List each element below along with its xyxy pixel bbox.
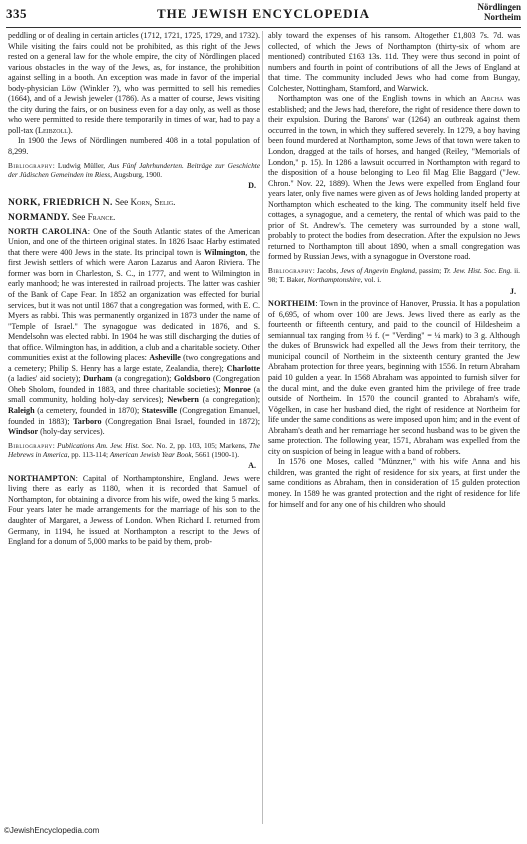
guide-word-last: Northeim xyxy=(484,12,521,22)
guide-word-first: Nördlingen xyxy=(477,2,521,12)
author-signature: A. xyxy=(248,461,256,471)
bibliography: Bibliography: Jacobs, Jews of Angevin England, passim; Tr. Jew. Hist. Soc. Eng. ii. 98; T. Baker, Northamptonshire, vol. i. xyxy=(268,266,520,285)
right-column xyxy=(268,31,520,510)
cross-reference-entry: NORK, FRIEDRICH N. See Korn, Selig. xyxy=(8,196,176,208)
place-name: Raleigh xyxy=(8,406,35,415)
entry-northeim: NORTHEIM: Town in the province of Hanover, Prussia. It has a population of 6,695, of whom over 100 are Jews. Jews lived there as early as the fourteenth or fifteenth century, and paid to the council of Hildesheim a semiannual tax ranging from ½ f. (= "Verding" = ¼ mark) to 3 g. Although the dukes of Brunswick had expelled all the Jews from their territory, the municipal council of Northeim in the sixteenth century granted the Jew Abraham protection for three years, beginning with 1556. In return Abraham paid 10 gulden a year. In 1568 Abraham was appointed to furnish silver for the ducal mint, and the duke even granted him the privilege of free trade outside of Northeim. In 1570 the council granted to Abraham's wife, Vögelken, in case her husband died, the right of residence at Northeim for life under the same conditions as were imposed upon him; and in the event of Abraham's death and her remarriage her second husband was to be given the same protection. The following year, 1571, Abraham was expelled from the city on suspicion of being in league with a band of robbers. xyxy=(268,299,520,456)
place-name: Wilmington xyxy=(203,247,246,257)
paragraph: In 1576 one Moses, called "Münzner," with his wife Anna and his children, was granted the right of residence for six years, at first under the same conditions as Abraham, then in consideration of 15 gulden protection money. In 1589 he was granted protection and the right of residence for life for himself and for any one of his children who should xyxy=(268,457,520,509)
entry-headword: NORMANDY. xyxy=(8,212,70,223)
place-name: Newbern xyxy=(167,395,199,405)
place-name: Statesville xyxy=(141,406,178,415)
page-number: 335 xyxy=(6,6,27,21)
cross-reference[interactable]: Archa xyxy=(480,94,504,104)
left-column xyxy=(8,31,260,548)
column-divider xyxy=(262,31,263,824)
bibliography: Bibliography: Publications Am. Jew. Hist. Soc. No. 2, pp. 103, 105; Markens, The Hebrews in America, pp. 113-114; American Jewish Year Book, 5661 (1900-1). xyxy=(8,440,260,459)
running-title: THE JEWISH ENCYCLOPEDIA xyxy=(157,6,370,21)
entry-headword: NORTH CAROLINA xyxy=(8,226,88,236)
place-name: Monroe xyxy=(223,384,251,394)
header-rule xyxy=(6,27,521,28)
entry-headword: NORTHEIM xyxy=(268,299,316,309)
entry-north-carolina: NORTH CAROLINA: One of the South Atlantic states of the American Union, and one of the thirteen original states. In 1826 Isaac Harby estimated that there were 400 Jews in the state. Its principal town is Wilmington, the first Jewish settlers of which were Aaron Lazarus and Aaron Riviera. The former was born in Charleston, S. C., in 1777, and went to Wilmington in early manhood; he was interested in railroad projects. The latter was cashier of the Bank of Cape Fear. In 1852 an organization was effected for burial services, but it was not until 1867 that a congregation was formed, with E. C. Myers as rabbi. This was permanently organized in 1873 under the name of "Temple of Israel." The synagogue was dedicated in 1876, and S. Mendelsohn was elected rabbi. In 1904 he was still discharging the duties of that office. Wilmington has, in addition, a club and a charitable society. Other communities exist at the following places: Asheville (two congregations and a cemetery; Philip S. Henry has a large estate, Zealandia, there); Charlotte (a ladies' aid society); Durham (a congregation); Goldsboro (Congregation Oheb Sholom, founded in 1883, and three charitable societies); Monroe (a small community, holding holy-day services); Newbern (a congregation); Raleigh (a cemetery, founded in 1870); Statesville (Congregation Emanuel, founded in 1883); Tarboro (Congregation Bnai Israel, founded in 1872); Windsor (holy-day services). xyxy=(8,226,261,437)
cross-reference[interactable]: Korn, Selig xyxy=(130,196,174,207)
cross-reference[interactable]: France xyxy=(87,211,114,222)
cross-reference[interactable]: Leibzoll xyxy=(38,125,68,135)
guide-words xyxy=(477,2,521,22)
place-name: Durham xyxy=(83,374,113,384)
entry-headword: NORK, FRIEDRICH N. xyxy=(8,197,113,208)
paragraph: In 1900 the Jews of Nördlingen numbered 408 in a total population of 8,299. xyxy=(8,136,260,157)
place-name: Windsor xyxy=(8,427,39,437)
place-name: Tarboro xyxy=(73,416,102,426)
author-signature: J. xyxy=(509,286,516,296)
page-header xyxy=(6,2,521,28)
entry-northampton: NORTHAMPTON: Capital of Northamptonshire, England. Jews were living there as early as 1180, when it is recorded that Samuel of Northampton, for obtaining a divorce from his wife, owed the king 5 marks. Four years later he made arrangements for the marriage of his son to the daughter of Margaret, a Jewess of London. When Richard I. returned from Germany, in 1194, he issued at Northampton a rescript to the Jews of England for a donum of 5,000 marks to be paid by them, prob- xyxy=(8,473,260,547)
footer-watermark: ©JewishEncyclopedia.com xyxy=(4,826,100,835)
entry-headword: NORTHAMPTON xyxy=(8,473,76,483)
author-signature: D. xyxy=(248,181,256,191)
paragraph: ably toward the expenses of his ransom. Altogether £1,803 7s. 7d. was collected, of which the Jews of Northampton (thirty-six of whom are mentioned) contributed £163 13s. 11d. They were thus second in point of numbers and fourth in point of contributions of all the Jews of England at that time. The community included Jews who had come from Bungay, Colchester, Nottingham, Stamford, and Warwick. xyxy=(268,31,520,93)
paragraph: Northampton was one of the English towns in which an Archa was established; and the Jews had, therefore, the right of residence there down to their expulsion. During the Barons' war (1264) an outbreak against them occurred in the town, in which they suffered severely. In 1279, a boy having been found murdered at Northampton, some Jews of that town were taken to London, dragged at the tails of horses, and hanged (Reiley, "Memorials of London," p. 15). In 1286 a lawsuit occurred in Northampton with regard to the disposition of a house belonging to Leo fil Mag Elie Baggard ("Jew. Chron." Nov. 22, 1889). When the Jews were expelled from England four years later, only five names were given as of Jews holding landed property at Northampton which escheated to the king. The community itself held five cottages, a synagogue, and a cemetery, the rental of which was paid to the prior of St. Andrew's. The cemetery was surrounded by a stone wall, probably to protect the bodies from desecration. After the expulsion no Jews returned to Northampton till about 1890, when a small congregation was formed by Russian Jews, with a synagogue in Overstone road. xyxy=(268,94,520,262)
paragraph: peddling or of dealing in certain articles (1712, 1721, 1725, 1729, and 1732). While visiting the fairs could not be prohibited, as this right of the Jews rested on a general law for the whole empire, the city of Nördlingen placed various obstacles in the way of the Jews, as, for instance, the prohibition against selling in a booth. An exception was made in favor of the imperial body-physician Löw (Winkler ?), who was permitted to sell his remedies (1664), and of a Jewish jeweler (1786). As a matter of course, Jews visiting the city during the fairs, or on business even for a day only, as well as those who were permitted to reside there temporarily in times of war, had to pay a poll-tax (Leibzoll). xyxy=(8,31,260,135)
place-name: Asheville xyxy=(149,353,181,363)
bibliography: Bibliography: Ludwig Müller, Aus Fünf Jahrhunderten. Beiträge zur Geschichte der Jüdischen Gemeinden im Riess, Augsburg, 1900. xyxy=(8,160,261,179)
place-name: Charlotte xyxy=(226,363,260,373)
cross-reference-entry: NORMANDY. See France. xyxy=(8,211,116,223)
place-name: Goldsboro xyxy=(174,374,211,384)
